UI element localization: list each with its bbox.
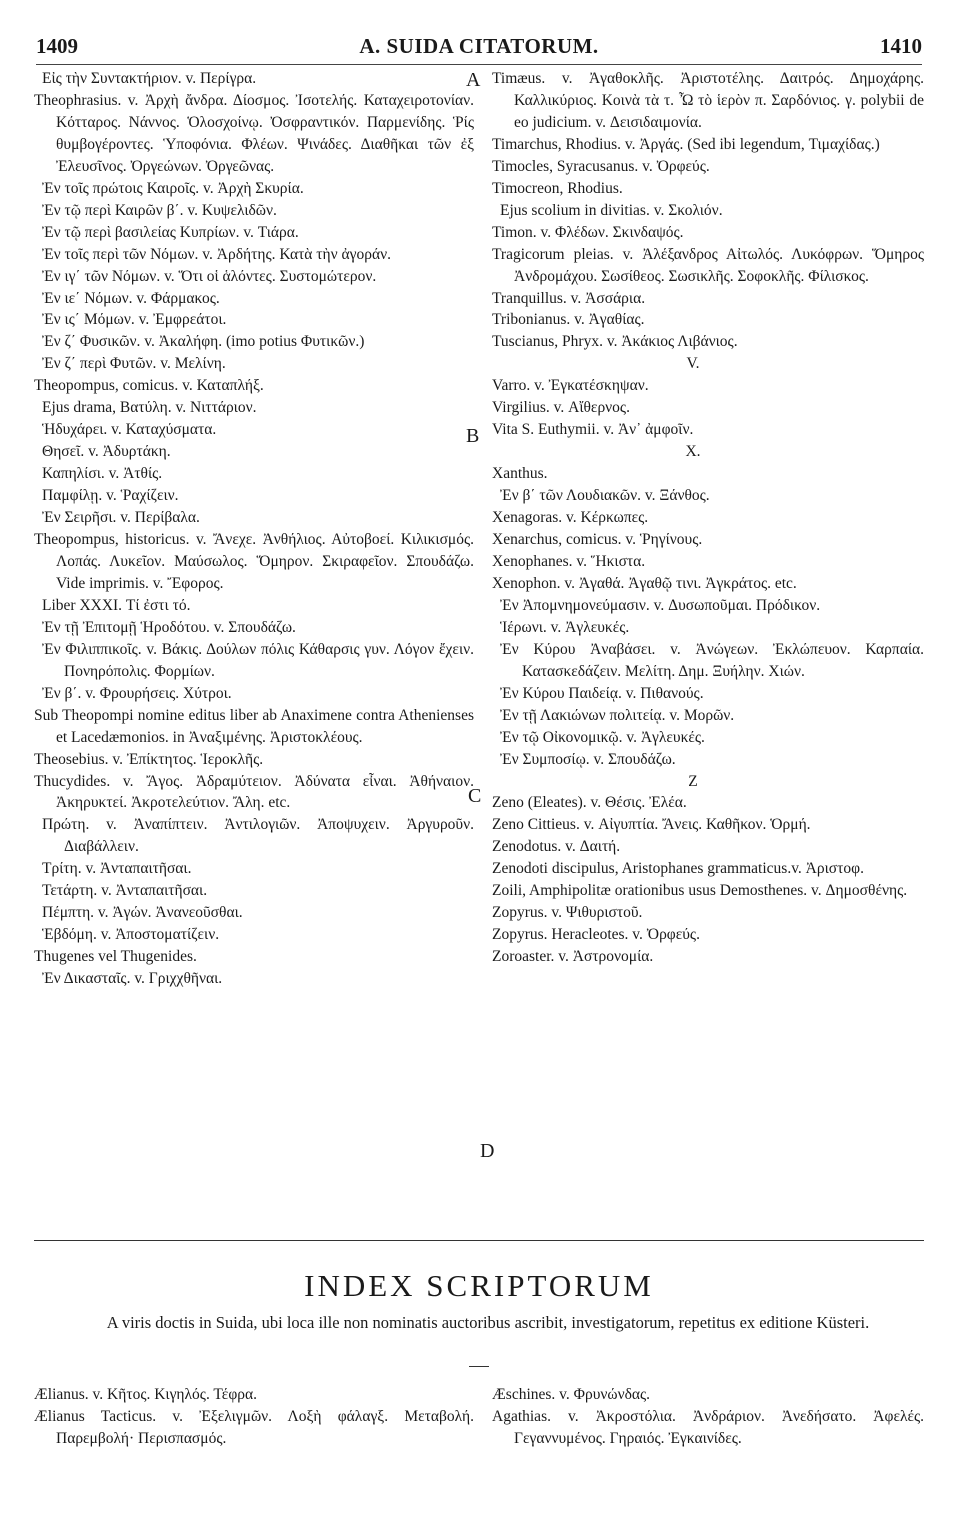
index-subentry: Ἐν Σειρῆσι. v. Περίβαλα.: [42, 509, 200, 527]
index-entry: Theosebius. v. Ἐπίκτητος. Ἱεροκλῆς.: [34, 750, 264, 768]
section-letter: V.: [686, 355, 700, 373]
index-subentry: Θησεῖ. v. Ἀδυρτάκη.: [42, 443, 171, 461]
index-subentry: Πρώτη. v. Ἀναπίπτειν. Ἀντιλογιῶν. Ἀποψυχειν. Ἀργυροῦν. Διαβάλλειν.: [42, 816, 474, 856]
index-subentry: Ἐν Δικασταῖς. v. Γριχχθῆναι.: [42, 970, 223, 988]
index-subentry: Παμφίλῃ. v. Ῥαχίζειν.: [42, 487, 179, 505]
index-entry: Theophrasius. v. Ἀρχὴ ἄνδρα. Δίοσμος. Ἰσοτελής. Καταχειροτονίαν. Κότταρος. Νάννος. Ὁλοσχοίνῳ. Ὀσφραντικόν. Παρμενίδης. Ῥίς θυμβογέροντες. Ὑποφόνια. Φλέων. Ψινάδες. Διαθῆκαι τῶν ἐξ Ἐλευσῖνος. Ὀργεώνων. Ὀργεῶνας.: [34, 91, 474, 175]
index-left-column: [34, 1384, 474, 1450]
index-entry: Timarchus, Rhodius. v. Ἀργάς. (Sed ibi legendum, Τιμαχίδας.): [492, 135, 880, 153]
index-subentry: Ἐν τῷ περὶ βασιλείας Κυπρίων. v. Τιάρα.: [42, 223, 299, 241]
index-entry: Sub Theopompi nomine editus liber ab Anaximene contra Athenienses et Lacedæmonios. in Ἀναξιμένης. Ἀριστοκλέους.: [34, 706, 474, 746]
page-number-left: 1409: [36, 34, 78, 58]
running-head: [36, 34, 922, 64]
index-subentry: Ἐν β΄. v. Φρουρήσεις. Χύτροι.: [42, 684, 232, 702]
index-subentry: Ἐν ις΄ Μόμων. v. Ἐμφρεάτοι.: [42, 311, 227, 329]
short-divider: [469, 1366, 489, 1367]
page-number-right: 1410: [880, 34, 922, 58]
index-entry: Timæus. v. Ἀγαθοκλῆς. Ἀριστοτέλης. Δαιτρός. Δημοχάρης. Καλλικύριος. Κοινὰ τὰ τ. Ὦ τὸ ἱερὸν π. Σαρδόνιος. γ. polybii de eo judicium. v. Δεισιδαιμονία.: [492, 70, 924, 131]
index-subentry: Ἐν τοῖς πρώτοις Καιροῖς. v. Ἀρχὴ Σκυρία.: [42, 179, 304, 197]
index-entry: Virgilius. v. Αἴθερνος.: [492, 399, 630, 417]
running-title: A. SUIDA CITATORUM.: [359, 34, 599, 58]
index-subentry: Πέμπτη. v. Ἀγών. Ἀνανεοῦσθαι.: [42, 904, 243, 922]
index-entry: Tragicorum pleias. v. Ἀλέξανδρος Αἰτωλός. Λυκόφρων. Ὅμηρος Ἀνδρομάχου. Σωσίθεος. Σωσικλῆς. Σοφοκλῆς. Φίλισκος.: [492, 245, 924, 285]
index-subentry: Ἐν ιγ΄ τῶν Νόμων. v. Ὅτι οἱ ἁλόντες. Συστομώτερον.: [42, 267, 377, 285]
index-subentry: Ἑβδόμη. v. Ἀποστοματίζειν.: [42, 926, 220, 944]
index-subentry: Liber XXXI. Τί ἐστι τό.: [42, 596, 191, 614]
index-subentry: Τετάρτη. v. Ἀνταπαιτῆσαι.: [42, 882, 208, 900]
right-column: [492, 68, 924, 968]
index-entry: Zenodotus. v. Δαιτή.: [492, 838, 621, 856]
index-subentry: Ἐν τῇ Λακιώνων πολιτείᾳ. v. Μορῶν.: [500, 706, 735, 724]
section-divider: [34, 1240, 924, 1241]
index-subentry: Ἐν ιε΄ Νόμων. v. Φάρμακος.: [42, 289, 220, 307]
index-entry: Zeno Cittieus. v. Αἰγυπτία. Ἄνεις. Καθῆκον. Ὁρμή.: [492, 816, 811, 834]
index-entry: Timocles, Syracusanus. v. Ὀρφεύς.: [492, 157, 710, 175]
index-subentry: Ἐν τῷ Οἰκονομικῷ. v. Ἀγλευκές.: [500, 728, 705, 746]
index-entry: Xanthus.: [492, 465, 548, 483]
left-column: [34, 68, 474, 990]
index-entry: Æschines. v. Φρυνώνδας.: [492, 1386, 651, 1403]
index-entry: Varro. v. Ἐγκατέσκηψαν.: [492, 377, 649, 395]
index-subentry: Ἐν Φιλιππικοῖς. v. Βάκις. Δούλων πόλις Κάθαρσις γυν. Λόγον ἔχειν. Πονηρόπολις. Φορμίων.: [42, 640, 474, 680]
index-entry: Agathias. v. Ἀκροστόλια. Ἀνδράριον. Ἀνεδήσατο. Ἀφελές. Γεγαννυμένος. Γηραιός. Ἐγκαινίδες.: [492, 1408, 924, 1447]
index-entry: Ælianus. v. Κῆτος. Κιγηλός. Τέφρα.: [34, 1386, 257, 1403]
index-subentry: Ἐν τῇ Ἐπιτομῇ Ἡροδότου. v. Σπουδάζω.: [42, 618, 296, 636]
index-subentry: Ἐν Κύρου Ἀναβάσει. v. Ἀνώγεων. Ἐκλώπευον. Καρπαία. Κατασκεδάζειν. Μελίτη. Δημ. Ξυήλην. Χιών.: [500, 640, 924, 680]
index-subentry: Ἐν ζ΄ Φυσικῶν. v. Ἀκαλήφη. (imo potius Φυτικῶν.): [42, 333, 365, 351]
index-entry: Zoili, Amphipolitæ orationibus usus Demosthenes. v. Δημοσθένης.: [492, 882, 908, 900]
index-subentry: Ἐν Συμποσίῳ. v. Σπουδάζω.: [500, 750, 676, 768]
index-entry: Theopompus, comicus. v. Καταπλήξ.: [34, 377, 264, 395]
index-subentry: Ἐν Ἀπομνημονεύμασιν. v. Δυσωποῦμαι. Πρόδικον.: [500, 596, 821, 614]
margin-letter-d: D: [480, 1140, 495, 1162]
index-entry: Thucydides. v. Ἄγος. Ἀδραμύτειον. Ἀδύνατα εἶναι. Ἀθήναιον. Ἀκηρυκτεί. Ἀκροτελεύτιον. Ἄλη. etc.: [34, 772, 474, 812]
index-entry: Timon. v. Φλέδων. Σκινδαψός.: [492, 223, 684, 241]
index-entry: Vita S. Euthymii. v. Ἀν᾽ ἀμφοῖν.: [492, 421, 694, 439]
index-entry: Zopyrus. Heracleotes. v. Ὀρφεύς.: [492, 926, 700, 944]
index-entry: Zoroaster. v. Ἀστρονομία.: [492, 948, 654, 966]
index-entry: Xenagoras. v. Κέρκωπες.: [492, 509, 649, 527]
index-subentry: Τρίτη. v. Ἀνταπαιτῆσαι.: [42, 860, 192, 878]
margin-letter-b: B: [466, 425, 480, 447]
index-entry: Xenophanes. v. Ἥκιστα.: [492, 552, 646, 570]
header-rule: [36, 64, 922, 65]
index-subentry: Ἐν τῷ περὶ Καιρῶν β΄. v. Κυψελιδῶν.: [42, 201, 277, 219]
index-entry: Tuscianus, Phryx. v. Ἀκάκιος Λιβάνιος.: [492, 333, 738, 351]
index-subtitle: A viris doctis in Suida, ubi loca ille non nominatis auctoribus ascribit, investigatorum, repetitus ex editione Küsteri.: [106, 1313, 870, 1332]
index-entry: Thugenes vel Thugenides.: [34, 948, 197, 966]
index-subentry: Καπηλίσι. v. Ἀτθίς.: [42, 465, 163, 483]
index-entry: Tribonianus. v. Ἀγαθίας.: [492, 311, 645, 329]
index-entry: Tranquillus. v. Ἀσσάρια.: [492, 289, 646, 307]
margin-letter-c: C: [468, 785, 482, 807]
index-subentry: Ἐν β΄ τῶν Λουδιακῶν. v. Ξάνθος.: [500, 487, 710, 505]
index-title: INDEX SCRIPTORUM: [304, 1268, 654, 1303]
index-subentry: Ejus scolium in divitias. v. Σκολιόν.: [500, 201, 723, 219]
section-letter: Z: [688, 772, 698, 790]
index-entry: Zopyrus. v. Ψιθυριστοῦ.: [492, 904, 643, 922]
index-subentry: Εἰς τὴν Συντακτήριον. v. Περίγρα.: [42, 70, 257, 87]
index-entry: Theopompus, historicus. v. Ἄνεχε. Ἀνθήλιος. Αὐτοβοεί. Κιλικισμός. Λοπάς. Λυκεῖον. Μαύσωλος. Ὅμηρον. Σκιραφεῖον. Σπουδάζω. Vide imprimis. v. Ἔφορος.: [34, 531, 474, 592]
index-entry: Timocreon, Rhodius.: [492, 179, 623, 197]
index-right-column: [492, 1384, 924, 1450]
index-subentry: Ἐν τοῖς περὶ τῶν Νόμων. v. Ἀρδήτης. Κατὰ τὴν ἀγοράν.: [42, 245, 391, 263]
index-subentry: Ejus drama, Βατύλη. v. Νιττάριον.: [42, 399, 257, 417]
index-subentry: Ἱέρωνι. v. Ἀγλευκές.: [500, 618, 630, 636]
index-subentry: Ἡδυχάρει. v. Καταχύσματα.: [42, 421, 217, 439]
index-entry: Zeno (Eleates). v. Θέσις. Ἐλέα.: [492, 794, 687, 812]
margin-letter-a: A: [466, 69, 481, 91]
index-entry: Ælianus Tacticus. v. Ἐξελιγμῶν. Λοξὴ φάλαγξ. Μεταβολή. Παρεμβολή· Περισπασμός.: [34, 1408, 474, 1447]
index-subentry: Ἐν Κύρου Παιδείᾳ. v. Πιθανούς.: [500, 684, 704, 702]
index-entry: Zenodoti discipulus, Aristophanes grammaticus.v. Ἀριστοφ.: [492, 860, 864, 878]
index-entry: Xenophon. v. Ἀγαθά. Ἀγαθῷ τινι. Ἀγκράτος. etc.: [492, 574, 797, 592]
index-entry: Xenarchus, comicus. v. Ῥηγίνους.: [492, 531, 703, 549]
section-letter: X.: [685, 443, 701, 461]
index-subentry: Ἐν ζ΄ περὶ Φυτῶν. v. Μελίνη.: [42, 355, 226, 373]
